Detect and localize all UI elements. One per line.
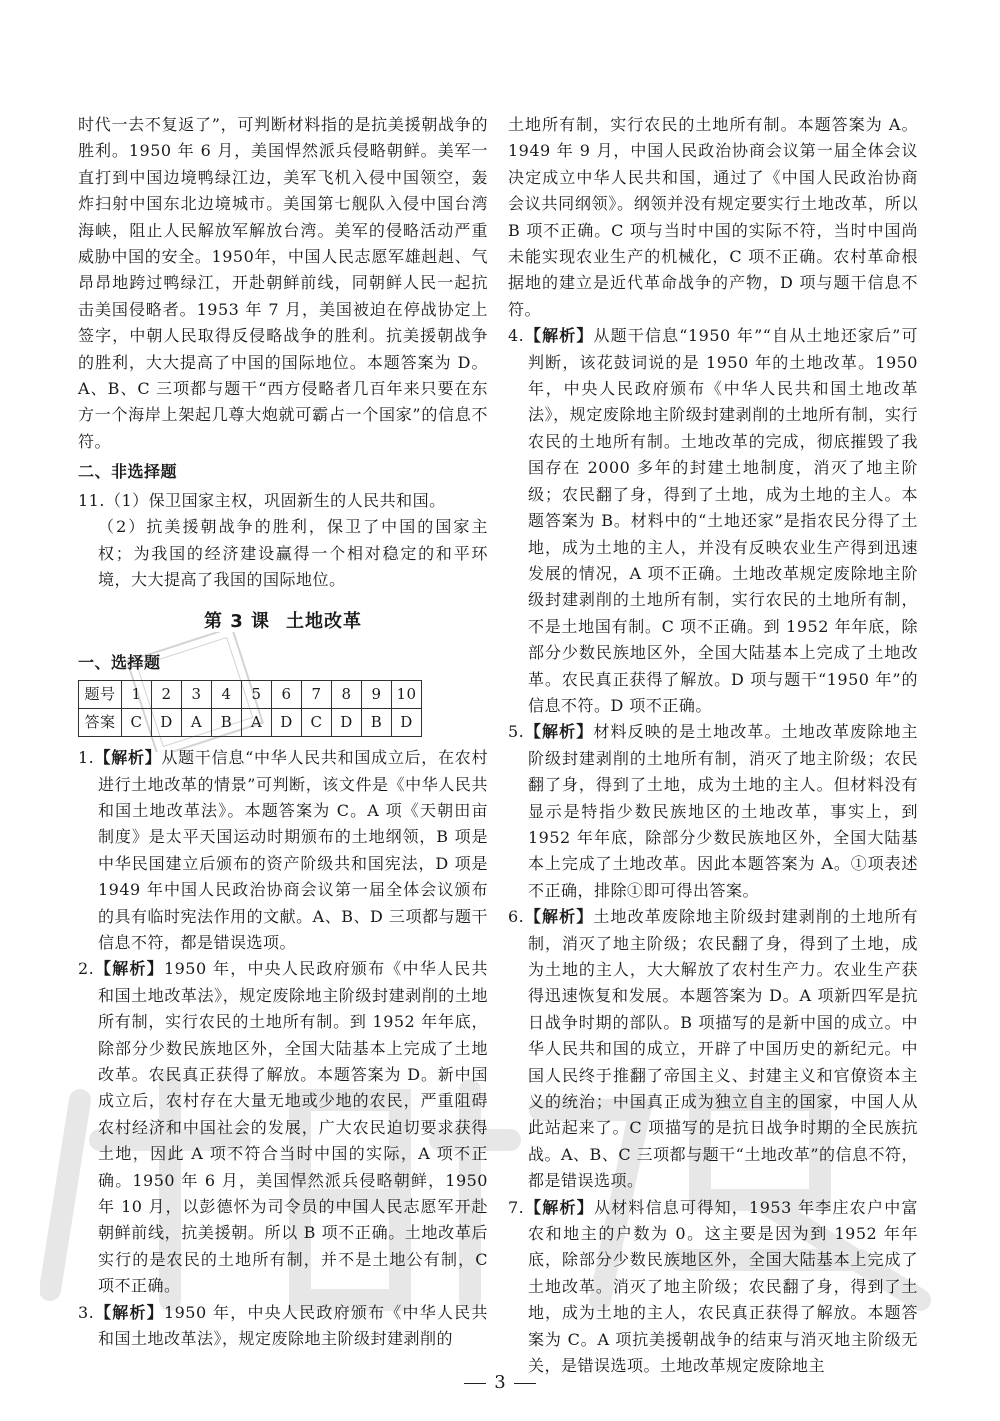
analysis-tag: 【解析】 <box>524 1197 594 1217</box>
left-column <box>78 112 488 1352</box>
lesson-number: 第 3 课 <box>203 611 271 633</box>
answer-table-number-label: 题号 <box>79 681 122 709</box>
analysis-tag: 【解析】 <box>524 907 594 927</box>
answer-table-answer-cell: D <box>332 709 362 737</box>
analysis-tag: 【解析】 <box>94 748 162 768</box>
item-number: 1. <box>78 748 95 768</box>
item-text: 1950 年，中央人民政府颁布《中华人民共和国土地改革法》，规定废除地主阶级封建剥削的土地所有制，实行农民的土地所有制。到 1952 年年底，除部分少数民族地区外，全国大陆基本上完成了土地改革。农民真正获得了解放。本题答案为 D。新中国成立后，农村存在大量无地或少地的农民，严重阻碍农村经济和中国社会的发展，广大农民迫切要求获得土地，因此 A 项不符合当时中国的实际，A 项不正确。1950 年 6 月，美国悍然派兵侵略朝鲜，1950 年 10 月，以彭德怀为司令员的中国人民志愿军开赴朝鲜前线，抗美援朝。所以 B 项不正确。土地改革后实行的是农民的土地所有制，并不是土地公有制，C 项不正确。 <box>98 959 488 1296</box>
item-text: 材料反映的是土地改革。土地改革废除地主阶级封建剥削的土地所有制，消灭了地主阶级；农民翻了身，得到了土地，成为土地的主人。但材料没有显示是特指少数民族地区的土地改革，事实上，到 1952 年年底，除部分少数民族地区外，全国大陆基本上完成了土地改革。因此本题答案为 A。①项表述不正确，排除①即可得出答案。 <box>528 722 918 900</box>
section2-heading: 二、非选择题 <box>78 462 178 482</box>
answer-table-number-cell: 10 <box>392 681 422 709</box>
answer-table-answer-cell: D <box>152 709 182 737</box>
footer-dash-left <box>464 1383 486 1384</box>
page-footer <box>0 1372 1000 1393</box>
answer-table-answer-cell: A <box>182 709 212 737</box>
analysis-tag: 【解析】 <box>94 959 164 979</box>
right-explanations <box>508 323 918 1379</box>
answer-table-number-cell: 8 <box>332 681 362 709</box>
answer-table-number-cell: 5 <box>242 681 272 709</box>
right-column <box>508 112 918 1380</box>
answer-table-number-cell: 7 <box>302 681 332 709</box>
explanation-item <box>508 719 918 904</box>
item-number: 6. <box>508 907 525 927</box>
right-continuation: 土地所有制，实行农民的土地所有制。本题答案为 A。1949 年 9 月，中国人民政治协商会议第一届全体会议决定成立中华人民共和国，通过了《中国人民政治协商会议共同纲领》。纲领并没有规定要实行土地改革，所以 B 项不正确。C 项与当时中国的实际不符，当时中国尚未能实现农业生产的机械化，C 项不正确。农村革命根据地的建立是近代革命战争的产物，D 项与题干信息不符。 <box>508 115 918 319</box>
answer-table-answer-row <box>79 709 422 737</box>
explanation-item <box>508 904 918 1194</box>
answer-table-answer-cell: C <box>122 709 152 737</box>
analysis-tag: 【解析】 <box>94 1302 164 1322</box>
answer-table-answer-cell: A <box>242 709 272 737</box>
answer-table-answer-cell: D <box>392 709 422 737</box>
answer-table-number-cell: 3 <box>182 681 212 709</box>
item-number: 7. <box>508 1197 525 1217</box>
answer-table-number-cell: 6 <box>272 681 302 709</box>
answer-table-answer-cell: D <box>272 709 302 737</box>
answer-table-number-cell: 2 <box>152 681 182 709</box>
answer-table-number-row <box>79 681 422 709</box>
item-text: 土地改革废除地主阶级封建剥削的土地所有制，消灭了地主阶级；农民翻了身，得到了土地，成为土地的主人，大大解放了农村生产力。农业生产获得迅速恢复和发展。本题答案为 D。A 项新四军是抗日战争时期的部队。B 项描写的是新中国的成立。中华人民共和国的成立，开辟了中国历史的新纪元。中国人民终于推翻了帝国主义、封建主义和官僚资本主义的统治；中国真正成为独立自主的国家，中国人从此站起来了。C 项描写的是抗日战争时期的全民族抗战。A、B、C 三项都与题干“土地改革”的信息不符，都是错误选项。 <box>528 907 919 1191</box>
item-text: 1950 年，中央人民政府颁布《中华人民共和国土地改革法》，规定废除地主阶级封建剥削的 <box>98 1302 488 1349</box>
item-text: 从题干信息“中华人民共和国成立后，在农村进行土地改革的情景”可判断，该文件是《中华人民共和国土地改革法》。本题答案为 C。A 项《天朝田亩制度》是太平天国运动时期颁布的土地纲领，B 项是中华民国建立后颁布的资产阶级共和国宪法，D 项是 1949 年中国人民政治协商会议第一届全体会议颁布的具有临时宪法作用的文献。A、B、D 三项都与题干信息不符，都是错误选项。 <box>98 748 488 952</box>
page-number: 3 <box>494 1372 506 1393</box>
answer-table-number-cell: 1 <box>122 681 152 709</box>
answer-table-answer-label: 答案 <box>79 709 122 737</box>
section1-heading: 一、选择题 <box>78 652 161 672</box>
item-text: 从材料信息可得知，1953 年李庄农户中富农和地主的户数为 0。这主要是因为到 1952 年年底，除部分少数民族地区外，全国大陆基本上完成了土地改革。消灭了地主阶级；农民翻了身，得到了土地，成为土地的主人，农民真正获得了解放。本题答案为 C。A 项抗美援朝战争的结束与消灭地主阶级无关，是错误选项。土地改革规定废除地主 <box>528 1197 918 1376</box>
q11-part1: 11.（1）保卫国家主权，巩固新生的人民共和国。 <box>78 490 446 510</box>
left-continuation: 时代一去不复返了”，可判断材料指的是抗美援朝战争的胜利。1950 年 6 月，美国悍然派兵侵略朝鲜。美军一直打到中国边境鸭绿江边，美军飞机入侵中国领空，轰炸扫射中国东北边境城市。美国第七舰队入侵中国台湾海峡，阻止人民解放军解放台湾。美军的侵略活动严重威胁中国的安全。1950年，中国人民志愿军雄赳赳、气昂昂地跨过鸭绿江，开赴朝鲜前线，同朝鲜人民一起抗击美国侵略者。1953 年 7 月，美国被迫在停战协定上签字，中朝人民取得反侵略战争的胜利。抗美援朝战争的胜利，大大提高了中国的国际地位。本题答案为 D。A、B、C 三项都与题干“西方侵略者几百年来只要在东方一个海岸上架起几尊大炮就可霸占一个国家”的信息不符。 <box>78 115 488 451</box>
answer-table-answer-cell: B <box>362 709 392 737</box>
item-number: 5. <box>508 722 525 742</box>
answer-table-number-cell: 9 <box>362 681 392 709</box>
item-number: 4. <box>508 326 525 346</box>
analysis-tag: 【解析】 <box>524 326 594 346</box>
item-number: 2. <box>78 959 95 979</box>
answer-table-answer-cell: B <box>212 709 242 737</box>
explanation-item <box>78 956 488 1299</box>
item-number: 3. <box>78 1302 95 1322</box>
answer-table-answer-cell: C <box>302 709 332 737</box>
left-explanations <box>78 745 488 1352</box>
explanation-item <box>78 745 488 956</box>
answer-table-number-cell: 4 <box>212 681 242 709</box>
lesson-name: 土地改革 <box>286 611 363 633</box>
item-text: 从题干信息“1950 年”“自从土地还家后”可判断，该花鼓词说的是 1950 年的土地改革。1950 年，中央人民政府颁布《中华人民共和国土地改革法》，规定废除地主阶级封建剥削的土地所有制，实行农民的土地所有制。土地改革的完成，彻底摧毁了我国存在 2000 多年的封建土地制度，消灭了地主阶级；农民翻了身，得到了土地，成为土地的主人。本题答案为 B。材料中的“土地还家”是指农民分得了土地，成为土地的主人，并没有反映农业生产得到迅速发展的情况，A 项不正确。土地改革规定废除地主阶级封建剥削的土地所有制，实行农民的土地所有制，不是土地国有制。C 项不正确。到 1952 年年底，除部分少数民族地区外，全国大陆基本上完成了土地改革。农民真正获得了解放。D 项与题干“1950 年”的信息不符。D 项不正确。 <box>528 326 918 715</box>
analysis-tag: 【解析】 <box>524 722 594 742</box>
answer-table <box>78 680 422 737</box>
explanation-item <box>508 323 918 719</box>
lesson-title <box>78 609 488 635</box>
footer-dash-right <box>514 1383 536 1384</box>
explanation-item <box>78 1300 488 1353</box>
q11-part2: （2）抗美援朝战争的胜利，保卫了中国的国家主权；为我国的经济建设赢得一个相对稳定的和平环境，大大提高了我国的国际地位。 <box>98 517 488 589</box>
explanation-item <box>508 1195 918 1380</box>
